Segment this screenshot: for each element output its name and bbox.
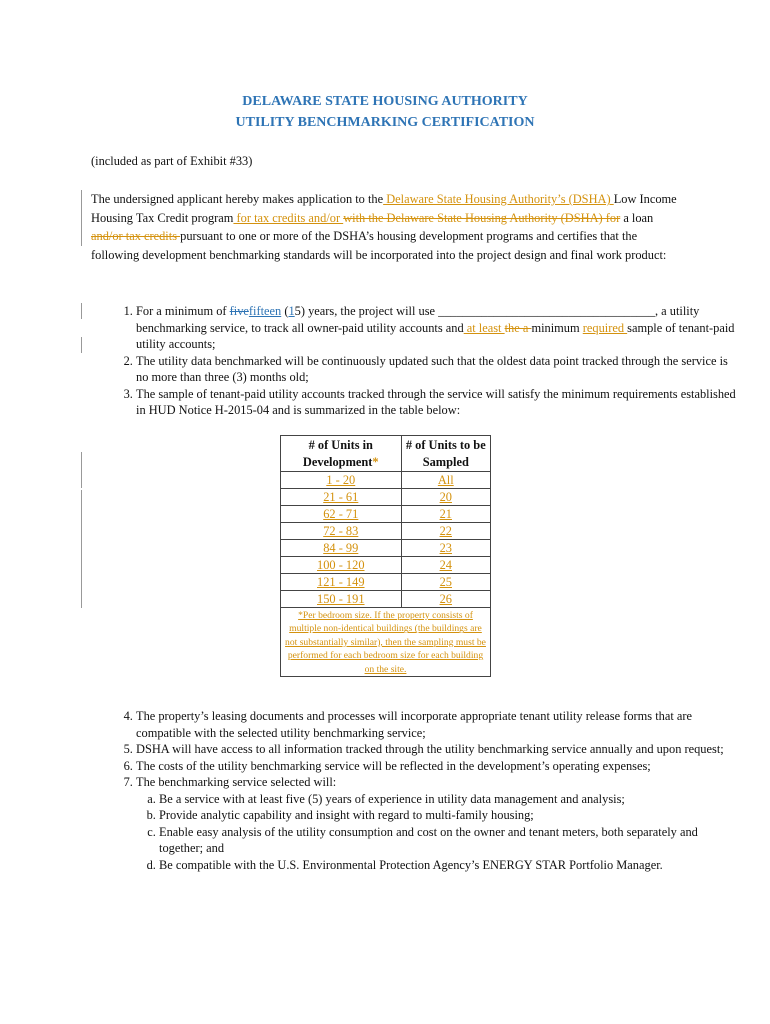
table-row — [281, 489, 491, 506]
units-sampled-cell: 22 — [401, 523, 490, 540]
list-item: 2. The utility data benchmarked will be continuously updated such that the oldest data point tracked through the service is no more than three (3) months old; — [136, 353, 736, 386]
units-in-development-header — [281, 436, 402, 472]
sampling-table — [280, 435, 491, 677]
units-sampled-cell: 21 — [401, 506, 490, 523]
item-text: sample of tenant-paid utility accounts; — [136, 320, 735, 351]
units-range-cell: 84 - 99 — [281, 540, 402, 557]
item-text: 5) years, the project will use ___________________________________, a utility benchmarking service, to track all owner-paid utility accounts and — [136, 304, 700, 335]
list-item: 5. DSHA will have access to all information tracked through the utility benchmarking service annually and upon request; — [136, 741, 736, 758]
units-sampled-cell: All — [401, 472, 490, 489]
table-row — [281, 472, 491, 489]
inserted-text: for tax credits and/or — [233, 210, 344, 225]
units-range-cell: 100 - 120 — [281, 557, 402, 574]
table-row — [281, 523, 491, 540]
inserted-text: fifteen — [248, 304, 282, 318]
table-row — [281, 557, 491, 574]
table-header-row — [281, 436, 491, 472]
units-sampled-cell: 25 — [401, 574, 490, 591]
item-text: minimum — [531, 320, 583, 335]
units-sampled-header: # of Units to be Sampled — [401, 436, 490, 472]
units-range-cell: 150 - 191 — [281, 591, 402, 608]
exhibit-note: (included as part of Exhibit #33) — [91, 154, 253, 168]
change-bar — [81, 452, 82, 488]
units-sampled-cell: 20 — [401, 489, 490, 506]
intro-text: a loan — [620, 210, 654, 225]
deleted-text: the a — [504, 320, 532, 335]
header-label: # of Units in Development — [302, 438, 373, 469]
list-item: 4. The property’s leasing documents and processes will incorporate appropriate tenant utility release forms that are compatible with the selected utility benchmarking service; — [136, 708, 736, 741]
list-item — [136, 303, 736, 353]
units-range-cell: 62 - 71 — [281, 506, 402, 523]
document-subtitle-title: UTILITY BENCHMARKING CERTIFICATION — [235, 115, 535, 130]
item-text: ( — [281, 304, 289, 318]
change-bar — [81, 337, 82, 353]
item-text: For a minimum of — [136, 304, 230, 318]
table-row — [281, 506, 491, 523]
change-bar — [81, 303, 82, 319]
units-range-cell: 21 - 61 — [281, 489, 402, 506]
intro-text: Low Income Housing Tax Credit program — [91, 192, 677, 225]
list-item — [136, 774, 736, 873]
change-bar — [81, 490, 82, 608]
units-range-cell: 72 - 83 — [281, 523, 402, 540]
inserted-text: Delaware State Housing Authority’s (DSHA) — [383, 192, 614, 206]
units-range-cell: 1 - 20 — [281, 472, 402, 489]
inserted-text: 1 — [288, 304, 295, 318]
deleted-text: and/or tax credits — [91, 229, 181, 243]
list-item: 6. The costs of the utility benchmarking service will be reflected in the development’s operating expenses; — [136, 758, 736, 775]
intro-text: pursuant to one or more of the DSHA’s housing development programs and certifies that the following development benchmarking standards will be incorporated into the project design and final work product: — [91, 229, 667, 262]
requirements-list-continued — [91, 708, 736, 873]
deleted-text: with the Delaware State Housing Authority (DSHA) for — [343, 210, 621, 225]
units-sampled-cell: 24 — [401, 557, 490, 574]
document-title: DELAWARE STATE HOUSING AUTHORITY — [242, 94, 528, 109]
sub-list-item: c. Enable easy analysis of the utility consumption and cost on the owner and tenant meters, both separately and together; and — [159, 824, 736, 857]
inserted-text: at least — [463, 320, 505, 335]
requirements-list — [91, 303, 736, 419]
sub-list-item: d. Be compatible with the U.S. Environmental Protection Agency’s ENERGY STAR Portfolio Manager. — [159, 857, 736, 874]
table-note-row — [281, 608, 491, 677]
sub-list-item: b. Provide analytic capability and insight with regard to multi-family housing; — [159, 807, 736, 824]
units-sampled-cell: 26 — [401, 591, 490, 608]
intro-paragraph — [91, 190, 681, 264]
table-footnote: *Per bedroom size. If the property consists of multiple non-identical buildings (the buildings are not substantially similar), then the sampling must be performed for each bedroom size for each building on the site. — [281, 608, 491, 677]
units-range-cell: 121 - 149 — [281, 574, 402, 591]
list-item: 3. The sample of tenant-paid utility accounts tracked through the service will satisfy the minimum requirements established in HUD Notice H-2015-04 and is summarized in the table below: — [136, 386, 736, 419]
table-row — [281, 591, 491, 608]
table-row — [281, 574, 491, 591]
deleted-text: five — [229, 304, 249, 318]
sub-list — [136, 791, 736, 874]
table-row — [281, 540, 491, 557]
footnote-star: * — [372, 454, 379, 469]
inserted-text: required — [582, 320, 628, 335]
change-bar — [81, 190, 82, 246]
sub-list-item: a. Be a service with at least five (5) years of experience in utility data management and analysis; — [159, 791, 736, 808]
intro-text: The undersigned applicant hereby makes application to the — [91, 192, 384, 206]
units-sampled-cell: 23 — [401, 540, 490, 557]
item-text: The benchmarking service selected will: — [136, 775, 337, 789]
